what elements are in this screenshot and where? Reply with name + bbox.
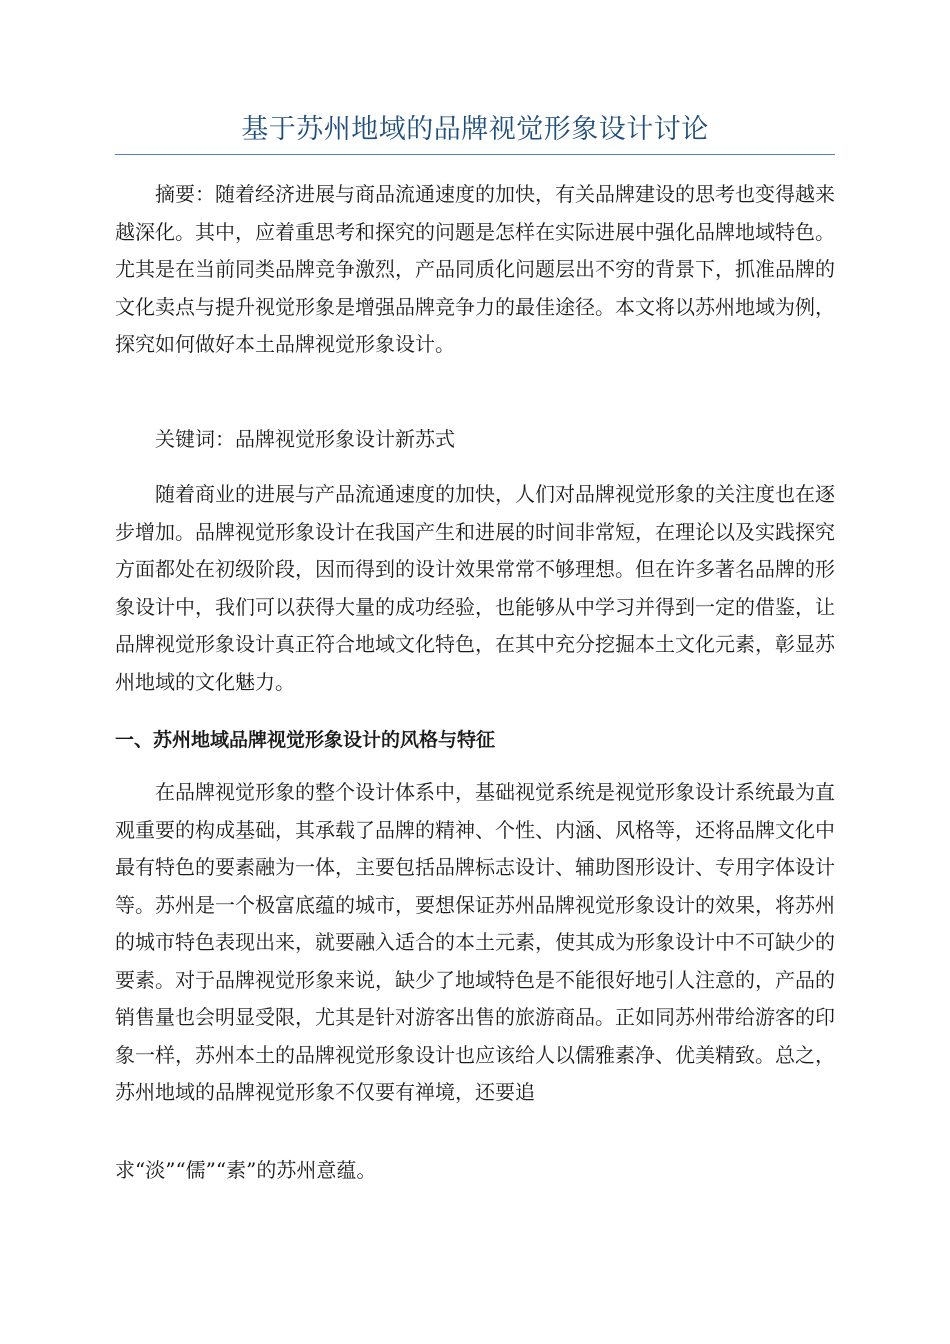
title-underline [115, 154, 835, 155]
document-title: 基于苏州地域的品牌视觉形象设计讨论 [241, 114, 709, 145]
keywords-paragraph: 关键词：品牌视觉形象设计新苏式 [155, 427, 455, 451]
intro-paragraph: 随着商业的进展与产品流通速度的加快，人们对品牌视觉形象的关注度也在逐步增加。品牌视觉形象设计在我国产生和进展的时间非常短，在理论以及实践探究方面都处在初级阶段，因而得到的设计效果常常不够理想。但在许多著名品牌的形象设计中，我们可以获得大量的成功经验，也能够从中学习并得到一定的借鉴，让品牌视觉形象设计真正符合地域文化特色，在其中充分挖掘本土文化元素，彰显苏州地域的文化魅力。 [115, 482, 835, 694]
abstract-paragraph: 摘要：随着经济进展与商品流通速度的加快，有关品牌建设的思考也变得越来越深化。其中，应着重思考和探究的问题是怎样在实际进展中强化品牌地域特色。尤其是在当前同类品牌竞争激烈，产品同质化问题层出不穷的背景下，抓准品牌的文化卖点与提升视觉形象是增强品牌竞争力的最佳途径。本文将以苏州地域为例，探究如何做好本土品牌视觉形象设计。 [115, 182, 835, 356]
section-1-paragraph-end: 求“淡”“儒”“素”的苏州意蕴。 [115, 1158, 377, 1182]
section-1-paragraph: 在品牌视觉形象的整个设计体系中，基础视觉系统是视觉形象设计系统最为直观重要的构成基础，其承载了品牌的精神、个性、内涵、风格等，还将品牌文化中最有特色的要素融为一体，主要包括品牌标志设计、辅助图形设计、专用字体设计等。苏州是一个极富底蕴的城市，要想保证苏州品牌视觉形象设计的效果，将苏州的城市特色表现出来，就要融入适合的本土元素，使其成为形象设计中不可缺少的要素。对于品牌视觉形象来说，缺少了地域特色是不能很好地引人注意的，产品的销售量也会明显受限，尤其是针对游客出售的旅游商品。正如同苏州带给游客的印象一样，苏州本土的品牌视觉形象设计也应该给人以儒雅素净、优美精致。总之，苏州地域的品牌视觉形象不仅要有禅境，还要追 [115, 780, 835, 1104]
section-1-heading: 一、苏州地域品牌视觉形象设计的风格与特征 [115, 729, 496, 751]
